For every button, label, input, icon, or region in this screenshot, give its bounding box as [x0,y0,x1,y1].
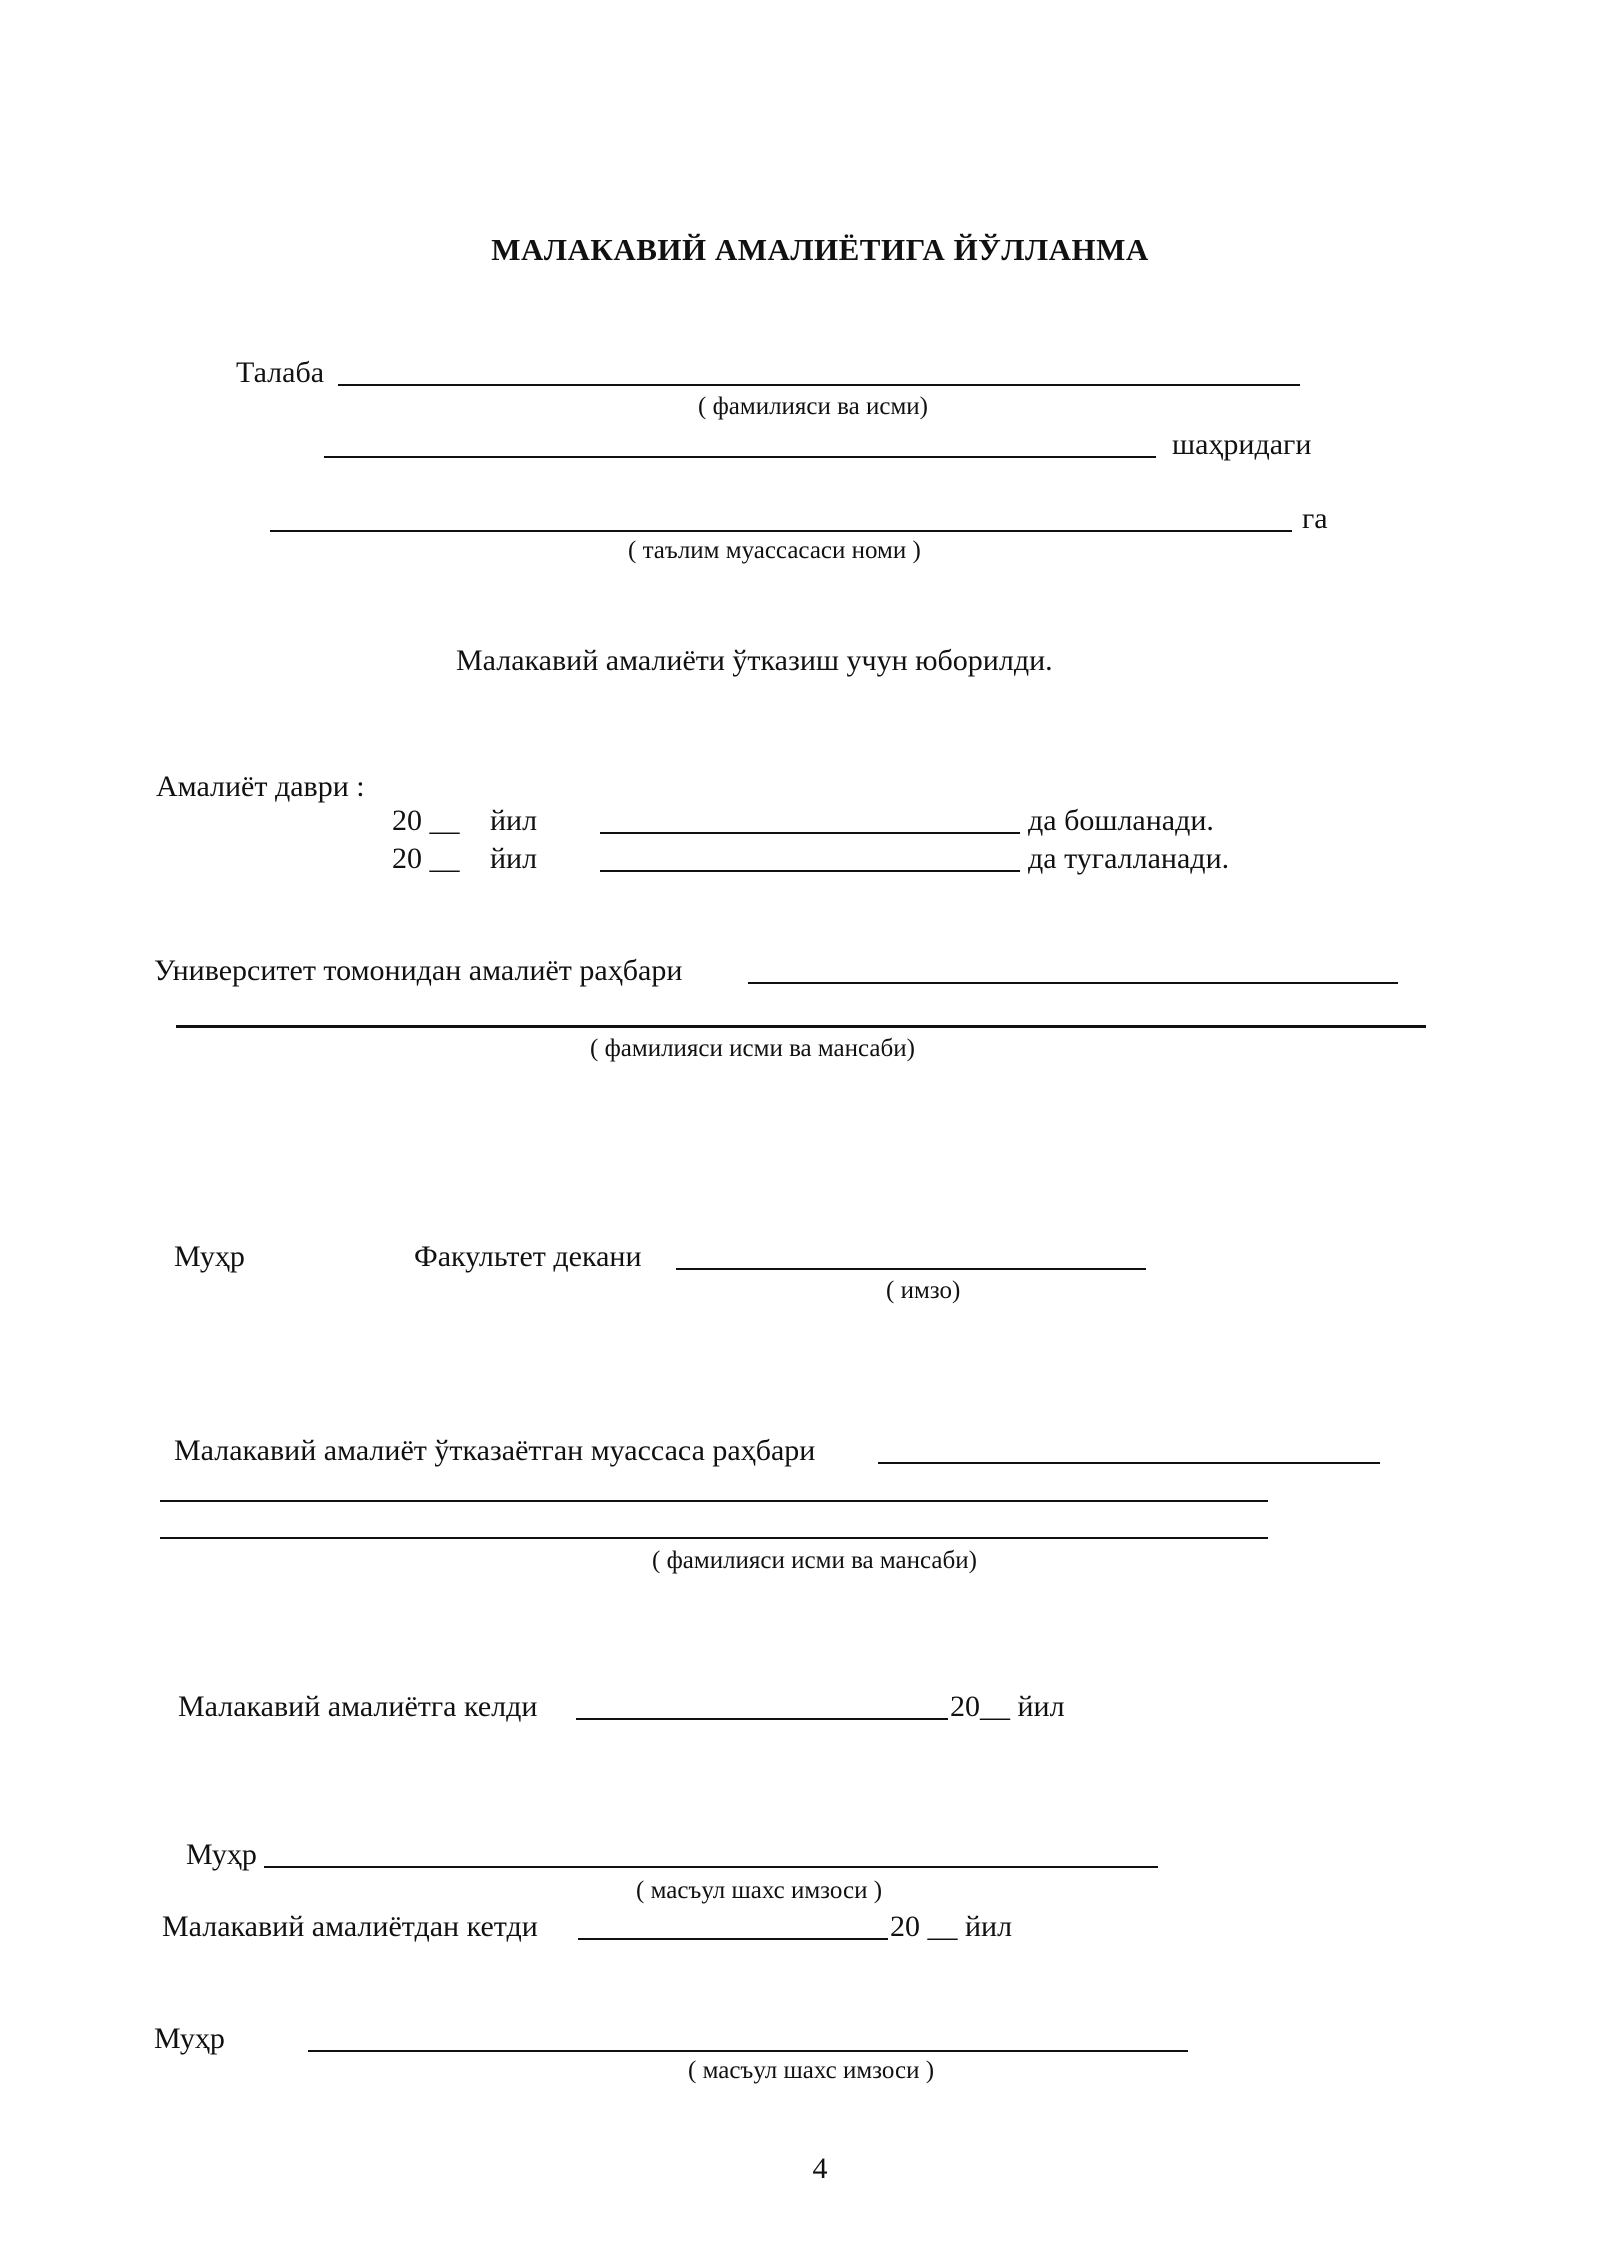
student-name-caption: ( фамилияси ва исми) [698,393,928,420]
student-label: Талаба [236,356,325,389]
arrived-date-line[interactable] [576,1718,948,1720]
university-supervisor-caption: ( фамилияси исми ва мансаби) [590,1035,915,1062]
host-supervisor-caption: ( фамилияси исми ва мансаби) [652,1547,977,1574]
institution-suffix: га [1302,502,1328,535]
document-title: МАЛАКАВИЙ АМАЛИЁТИГА ЙЎЛЛАНМА [491,232,1149,267]
arrived-year: 20__ йил [950,1690,1065,1723]
host-supervisor-line-3[interactable] [160,1537,1268,1539]
start-year-prefix: 20 __ [392,804,460,837]
university-supervisor-line-2[interactable] [176,1025,1426,1028]
page-number: 4 [812,2152,828,2185]
arrived-signature-caption: ( масъул шахс имзоси ) [636,1877,883,1904]
institution-caption: ( таълим муассасаси номи ) [628,537,921,564]
sent-statement: Малакавий амалиёти ўтказиш учун юборилди. [456,644,1053,677]
departed-year: 20 __ йил [890,1910,1013,1943]
departed-date-line[interactable] [578,1938,888,1940]
end-year-word: йил [490,842,538,875]
city-line[interactable] [324,456,1156,458]
dean-signature-line[interactable] [676,1268,1146,1270]
departed-signature-caption: ( масъул шахс имзоси ) [688,2057,935,2084]
city-suffix: шаҳридаги [1172,428,1312,461]
arrived-stamp-label: Муҳр [186,1838,257,1871]
end-year-prefix: 20 __ [392,842,460,875]
period-label: Амалиёт даври : [156,770,365,803]
university-supervisor-label: Университет томонидан амалиёт раҳбари [154,954,683,987]
arrived-signature-line[interactable] [264,1866,1158,1868]
institution-line[interactable] [270,530,1292,532]
departed-signature-line[interactable] [308,2050,1188,2052]
departed-stamp-label: Муҳр [154,2022,225,2055]
start-date-line[interactable] [600,832,1020,834]
start-year-word: йил [490,804,538,837]
student-name-line[interactable] [338,384,1300,386]
end-date-line[interactable] [600,870,1020,872]
arrived-label: Малакавий амалиётга келди [178,1690,538,1723]
host-supervisor-line[interactable] [878,1462,1380,1464]
dean-signature-caption: ( имзо) [886,1277,961,1304]
end-suffix: да тугалланади. [1028,842,1230,875]
start-suffix: да бошланади. [1028,804,1214,837]
dean-label: Факультет декани [414,1240,642,1273]
university-supervisor-line[interactable] [748,982,1398,984]
dean-stamp-label: Муҳр [174,1240,245,1273]
host-supervisor-label: Малакавий амалиёт ўтказаётган муассаса раҳбари [174,1434,816,1467]
departed-label: Малакавий амалиётдан кетди [162,1910,538,1943]
host-supervisor-line-2[interactable] [160,1500,1268,1502]
